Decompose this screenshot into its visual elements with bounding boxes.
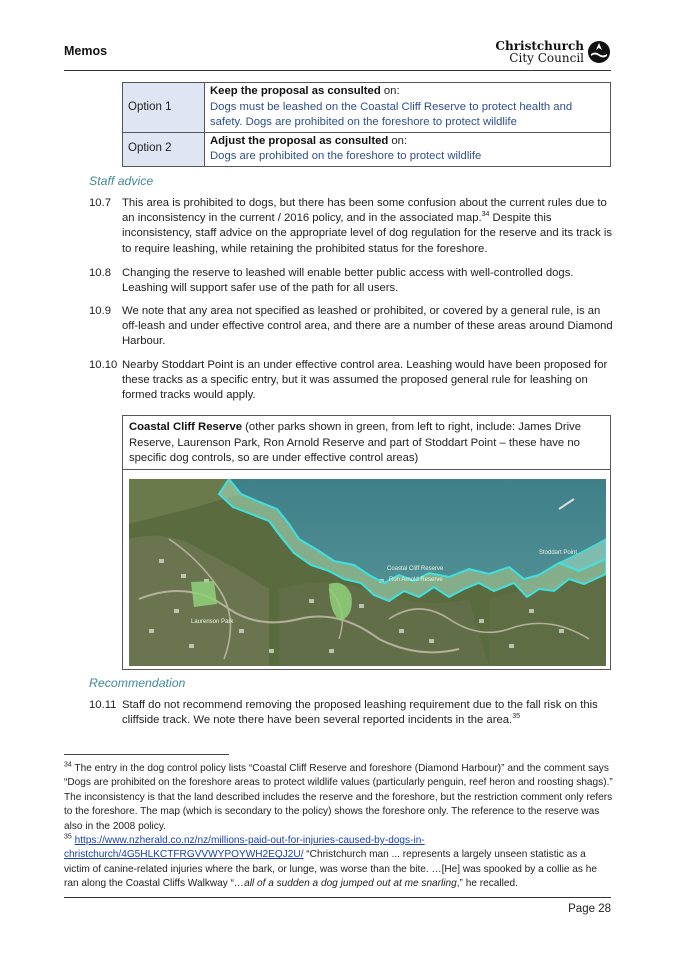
table-row [123,132,611,166]
footnote-ref-35[interactable]: 35 [512,713,520,721]
footnote-ref-34[interactable]: 34 [481,211,490,219]
footnote-text: “Christchurch man ... represents a largely unseen statistic as a victim of canine-related injuries where the bark, or lunge, was worse than the bite. …[He] was spooked by a collie as he ran along the Coastal Cliffs Walkway “ [64,849,597,890]
paragraph-text [122,698,619,728]
map-caption [123,416,610,470]
option-2-label: Option 2 [123,132,205,166]
paragraph-number: 10.7 [89,197,111,209]
logo-text [495,40,584,64]
paragraph-10-10 [89,358,619,404]
option-2-body: Dogs are prohibited on the foreshore to protect wildlife [210,150,482,162]
map-label-stoddart: Stoddart Point [539,550,578,556]
paragraph-10-11 [89,698,619,728]
option-1-heading-suffix: on: [380,85,400,97]
paragraph-number: 10.10 [89,359,118,371]
footnote-34 [64,762,614,834]
footnote-text-end: ,” he recalled. [456,878,518,890]
paragraph-text-part: This area is prohibited to dogs, but there has been some confusion about the current rules due to an inconsistency in the current / 2016 policy, and in the associated map. [122,197,607,225]
recommendation-heading: Recommendation [89,676,186,690]
paragraph-text: Changing the reserve to leashed will enable better public access with well-controlled dogs. Leashing will support safer use of the path for all users. [122,267,574,295]
footnote-divider [64,754,229,755]
header-divider [64,70,611,71]
paragraph-text: We note that any area not specified as leashed or prohibited, or covered by a general rule, is an off-leash and under effective control area, and there are a number of these areas around Diamond Harbour. [122,305,613,348]
option-2-description [205,132,611,166]
staff-advice-heading: Staff advice [89,174,154,188]
council-logo [495,40,611,64]
paragraph-number: 10.9 [89,305,111,317]
map-figure-box [122,415,611,670]
option-2-heading-suffix: on: [388,134,408,147]
logo-line2: City Council [509,51,584,65]
paragraph-10-7 [89,196,619,257]
footnote-text: The entry in the dog control policy lists “Coastal Cliff Reserve and foreshore (Diamond Harbour)” and the comment says “Dogs are prohibited on the foreshore areas to protect wildlife values (particularly penguin, reef heron and roosting shags).” The inconsistency is that the land described includes the reserve and the foreshore, but the restriction comment only refers to the foreshore. The map (which is secondary to the policy) shows the foreshore only. The reference to the reserve was also in the 2008 policy. [64,763,613,832]
footnote-number: 35 [64,833,72,841]
paragraph-text-part: Staff do not recommend removing the proposed leashing requirement due to the fall risk on this cliffside track. We note there have been several reported incidents in the area. [122,699,598,727]
aerial-map-graphic [129,479,606,666]
logo-line1: Christchurch [495,39,584,53]
page-header [64,40,611,70]
footnote-number: 34 [64,761,72,769]
paragraph-10-8 [89,266,619,296]
table-row [123,83,611,133]
option-1-heading: Keep the proposal as consulted [210,85,381,97]
footnote-35 [64,834,614,892]
council-emblem-icon [587,40,611,64]
option-1-body: Dogs must be leashed on the Coastal Cliff Reserve to protect health and safety. Dogs are prohibited on the foreshore to protect wildlife [210,100,573,128]
map-caption-text: (other parks shown in green, from left to right, include: James Drive Reserve, Laurenson Park, Ron Arnold Reserve and part of Stoddart Point – these have no specific dog controls, so are under effective control areas) [129,421,582,464]
option-1-description [205,83,611,133]
paragraph-text-part: Despite this inconsistency, staff advice on the appropriate level of dog regulation for the reserve and its track is to require leashing, while retaining the prohibited status for the foreshore. [122,212,613,255]
aerial-map-image [129,479,606,666]
paragraph-number: 10.8 [89,267,111,279]
footnote-link[interactable]: https://www.nzherald.co.nz/nz/millions-paid-out-for-injuries-caused-by-dogs-in-christchurch/4G5HLKCTFRGVVWYPOYWH2EQJ2U/ [64,835,425,861]
options-table [122,82,611,167]
map-label-coastal-cliff: Coastal Cliff Reserve [387,566,444,572]
paragraph-10-9 [89,304,619,350]
map-caption-title: Coastal Cliff Reserve [129,421,243,433]
footer-divider [64,897,611,898]
paragraph-text: Nearby Stoddart Point is an under effective control area. Leashing would have been proposed for these tracks as a specific entry, but it was assumed the proposed general rule for leashing on formed tracks would apply. [122,359,608,402]
footnotes [64,762,614,892]
footnote-quote: …all of a sudden a dog jumped out at me snarling [233,878,457,890]
map-label-laurenson: Laurenson Park [191,619,234,625]
header-title: Memos [64,44,108,58]
map-label-ron-arnold: Ron Arnold Reserve [389,577,443,583]
option-2-heading: Adjust the proposal as consulted [210,134,389,147]
paragraph-text [122,196,619,257]
paragraph-number: 10.11 [89,699,117,711]
page-number: Page 28 [568,903,611,915]
option-1-label: Option 1 [123,83,205,133]
